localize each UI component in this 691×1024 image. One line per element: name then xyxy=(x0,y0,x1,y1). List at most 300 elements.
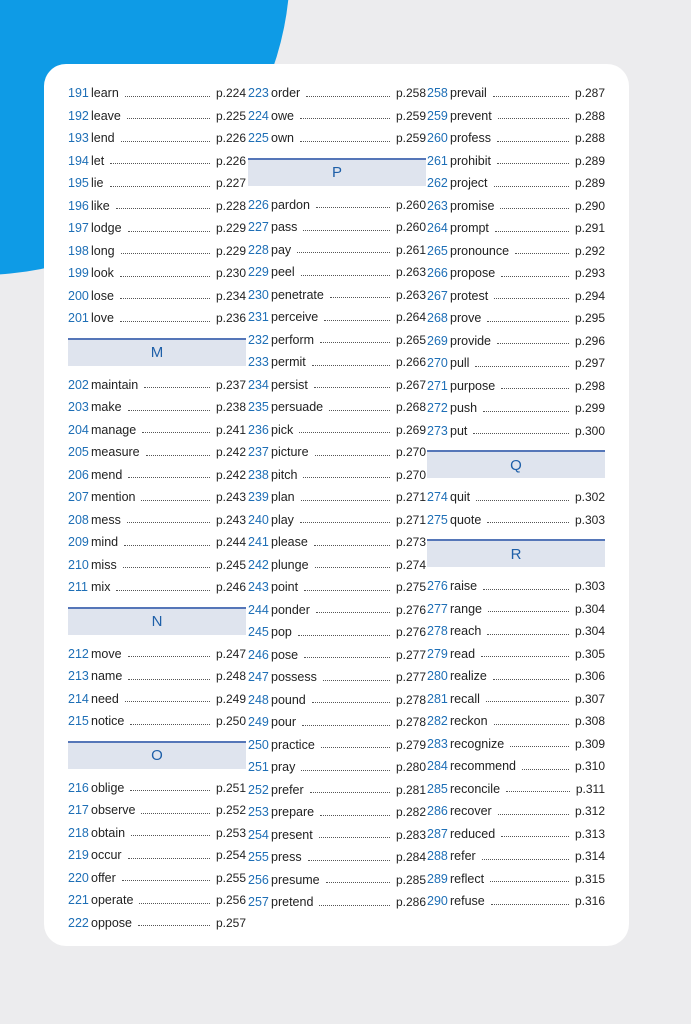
index-entry xyxy=(248,779,426,802)
dot-leader xyxy=(120,298,210,299)
entry-page: p.310 xyxy=(574,759,605,774)
entry-word: persuade xyxy=(271,400,324,415)
entry-number: 281 xyxy=(427,691,448,706)
entry-page: p.265 xyxy=(395,332,426,347)
entry-number: 229 xyxy=(248,265,269,280)
index-entry xyxy=(248,396,426,419)
entry-page: p.264 xyxy=(395,310,426,325)
entry-number: 243 xyxy=(248,580,269,595)
entry-word: reflect xyxy=(450,871,485,886)
entry-page: p.276 xyxy=(395,602,426,617)
entry-page: p.304 xyxy=(574,601,605,616)
entry-word: prove xyxy=(450,311,482,326)
dot-leader xyxy=(110,186,210,187)
dot-leader xyxy=(301,500,390,501)
section-letter: R xyxy=(427,539,605,567)
entry-number: 273 xyxy=(427,423,448,438)
entry-page: p.229 xyxy=(215,221,246,236)
dot-leader xyxy=(312,365,390,366)
entry-number: 276 xyxy=(427,579,448,594)
index-entry xyxy=(248,194,426,217)
index-entry xyxy=(427,127,605,150)
entry-page: p.306 xyxy=(574,669,605,684)
dot-leader xyxy=(116,208,210,209)
dot-leader xyxy=(490,881,569,882)
dot-leader xyxy=(304,657,390,658)
entry-number: 228 xyxy=(248,242,269,257)
dot-leader xyxy=(501,836,569,837)
entry-number: 205 xyxy=(68,445,89,460)
index-entry xyxy=(68,844,246,867)
entry-number: 251 xyxy=(248,760,269,775)
entry-number: 231 xyxy=(248,310,269,325)
entry-page: p.224 xyxy=(215,86,246,101)
section-letter: Q xyxy=(427,450,605,478)
dot-leader xyxy=(481,656,569,657)
entry-page: p.248 xyxy=(215,669,246,684)
dot-leader xyxy=(487,634,569,635)
entry-number: 223 xyxy=(248,86,269,101)
section-header xyxy=(427,531,605,575)
entry-number: 211 xyxy=(68,580,88,595)
dot-leader xyxy=(319,905,390,906)
dot-leader xyxy=(127,522,210,523)
entry-page: p.283 xyxy=(395,827,426,842)
entry-page: p.229 xyxy=(215,243,246,258)
index-entry xyxy=(427,172,605,195)
dot-leader xyxy=(303,230,390,231)
index-entry xyxy=(68,195,246,218)
entry-page: p.274 xyxy=(395,557,426,572)
entry-word: pray xyxy=(271,760,296,775)
entry-page: p.277 xyxy=(395,647,426,662)
index-entry xyxy=(427,420,605,443)
index-entry xyxy=(427,575,605,598)
dot-leader xyxy=(306,96,390,97)
entry-word: recall xyxy=(450,691,480,706)
entry-word: obtain xyxy=(91,825,126,840)
index-entry xyxy=(68,799,246,822)
dot-leader xyxy=(482,859,569,860)
entry-page: p.275 xyxy=(395,580,426,595)
entry-word: plan xyxy=(271,490,295,505)
dot-leader xyxy=(130,790,210,791)
dot-leader xyxy=(302,725,390,726)
dot-leader xyxy=(122,880,210,881)
entry-word: recognize xyxy=(450,736,505,751)
dot-leader xyxy=(130,724,210,725)
dot-leader xyxy=(312,702,390,703)
dot-leader xyxy=(125,701,210,702)
index-entry xyxy=(427,755,605,778)
entry-page: p.279 xyxy=(395,737,426,752)
entry-page: p.245 xyxy=(215,557,246,572)
dot-leader xyxy=(128,231,210,232)
entry-page: p.289 xyxy=(574,153,605,168)
entry-page: p.238 xyxy=(215,400,246,415)
index-entry xyxy=(68,912,246,935)
entry-word: pass xyxy=(271,220,298,235)
dot-leader xyxy=(330,297,390,298)
dot-leader xyxy=(488,611,569,612)
entry-page: p.278 xyxy=(395,715,426,730)
entry-word: pop xyxy=(271,625,292,640)
index-entry xyxy=(68,285,246,308)
entry-number: 267 xyxy=(427,288,448,303)
entry-word: pay xyxy=(271,242,292,257)
entry-number: 193 xyxy=(68,131,89,146)
dot-leader xyxy=(142,432,210,433)
index-entry xyxy=(248,329,426,352)
entry-page: p.284 xyxy=(395,850,426,865)
entry-word: lose xyxy=(91,288,114,303)
entry-number: 268 xyxy=(427,311,448,326)
entry-page: p.280 xyxy=(395,760,426,775)
section-header xyxy=(68,599,246,643)
entry-word: peel xyxy=(271,265,295,280)
entry-word: refuse xyxy=(450,894,485,909)
entry-page: p.247 xyxy=(215,646,246,661)
entry-word: raise xyxy=(450,579,478,594)
index-entry xyxy=(427,285,605,308)
index-entry xyxy=(427,620,605,643)
index-entry xyxy=(248,82,426,105)
entry-word: love xyxy=(91,311,114,326)
index-entry xyxy=(68,688,246,711)
dot-leader xyxy=(298,635,390,636)
entry-word: prevail xyxy=(450,86,487,101)
index-entry xyxy=(427,823,605,846)
index-entry xyxy=(427,598,605,621)
index-entry xyxy=(427,643,605,666)
entry-number: 232 xyxy=(248,332,269,347)
entry-word: prevent xyxy=(450,108,492,123)
entry-page: p.307 xyxy=(574,691,605,706)
index-entry xyxy=(427,733,605,756)
dot-leader xyxy=(123,567,210,568)
entry-page: p.269 xyxy=(395,422,426,437)
entry-page: p.255 xyxy=(215,870,246,885)
dot-leader xyxy=(522,769,569,770)
entry-page: p.309 xyxy=(574,736,605,751)
dot-leader xyxy=(494,298,569,299)
entry-word: propose xyxy=(450,266,496,281)
entry-page: p.297 xyxy=(574,356,605,371)
entry-page: p.237 xyxy=(215,377,246,392)
entry-number: 202 xyxy=(68,377,89,392)
entry-number: 200 xyxy=(68,288,89,303)
dot-leader xyxy=(314,387,390,388)
dot-leader xyxy=(510,746,569,747)
index-entry xyxy=(248,216,426,239)
dot-leader xyxy=(321,747,390,748)
dot-leader xyxy=(487,321,569,322)
index-entry xyxy=(248,284,426,307)
entry-page: p.285 xyxy=(395,872,426,887)
entry-number: 214 xyxy=(68,691,89,706)
entry-number: 196 xyxy=(68,198,89,213)
index-entry xyxy=(68,127,246,150)
entry-number: 249 xyxy=(248,715,269,730)
index-entry xyxy=(427,82,605,105)
entry-number: 226 xyxy=(248,197,269,212)
entry-word: protest xyxy=(450,288,489,303)
entry-page: p.250 xyxy=(215,714,246,729)
entry-word: reach xyxy=(450,624,482,639)
entry-number: 212 xyxy=(68,646,89,661)
index-entry xyxy=(427,330,605,353)
entry-word: mend xyxy=(91,467,123,482)
entry-word: perceive xyxy=(271,310,319,325)
entry-page: p.246 xyxy=(215,580,246,595)
entry-number: 215 xyxy=(68,714,89,729)
entry-word: plunge xyxy=(271,557,309,572)
dot-leader xyxy=(491,904,569,905)
entry-number: 222 xyxy=(68,915,89,930)
entry-page: p.266 xyxy=(395,355,426,370)
entry-page: p.260 xyxy=(395,197,426,212)
section-header xyxy=(68,330,246,374)
entry-word: owe xyxy=(271,108,294,123)
dot-leader xyxy=(494,724,569,725)
index-entry xyxy=(427,486,605,509)
entry-page: p.226 xyxy=(215,131,246,146)
dot-leader xyxy=(300,141,390,142)
entry-page: p.252 xyxy=(215,803,246,818)
dot-leader xyxy=(310,792,390,793)
entry-word: lend xyxy=(91,131,115,146)
entry-word: persist xyxy=(271,377,308,392)
index-entry xyxy=(248,531,426,554)
entry-number: 235 xyxy=(248,400,269,415)
section-header xyxy=(248,150,426,194)
entry-number: 237 xyxy=(248,445,269,460)
index-entry xyxy=(248,734,426,757)
index-entry xyxy=(427,868,605,891)
index-entry xyxy=(248,891,426,914)
entry-page: p.263 xyxy=(395,265,426,280)
index-column-1 xyxy=(68,82,246,934)
index-entry xyxy=(248,306,426,329)
entry-number: 216 xyxy=(68,780,89,795)
entry-page: p.302 xyxy=(574,490,605,505)
index-entry xyxy=(68,777,246,800)
entry-number: 287 xyxy=(427,826,448,841)
entry-word: purpose xyxy=(450,378,496,393)
entry-word: order xyxy=(271,86,301,101)
entry-number: 272 xyxy=(427,401,448,416)
entry-word: prepare xyxy=(271,805,315,820)
index-entry xyxy=(248,711,426,734)
entry-number: 263 xyxy=(427,198,448,213)
index-entry xyxy=(68,531,246,554)
entry-word: pardon xyxy=(271,197,310,212)
index-entry xyxy=(427,800,605,823)
dot-leader xyxy=(315,455,390,456)
entry-word: notice xyxy=(91,714,125,729)
entry-number: 241 xyxy=(248,535,269,550)
index-entry xyxy=(427,105,605,128)
entry-word: perform xyxy=(271,332,315,347)
entry-word: observe xyxy=(91,803,136,818)
dot-leader xyxy=(116,590,210,591)
index-entry xyxy=(248,824,426,847)
index-entry xyxy=(68,105,246,128)
entry-word: mention xyxy=(91,490,136,505)
entry-number: 255 xyxy=(248,850,269,865)
dot-leader xyxy=(314,545,390,546)
index-entry xyxy=(68,374,246,397)
entry-word: possess xyxy=(271,670,317,685)
entry-page: p.261 xyxy=(395,242,426,257)
entry-number: 230 xyxy=(248,287,269,302)
entry-word: offer xyxy=(91,870,116,885)
entry-word: oblige xyxy=(91,780,125,795)
entry-page: p.243 xyxy=(215,490,246,505)
entry-word: make xyxy=(91,400,122,415)
entry-number: 256 xyxy=(248,872,269,887)
dot-leader xyxy=(319,837,390,838)
entry-number: 238 xyxy=(248,467,269,482)
entry-word: pose xyxy=(271,647,299,662)
index-entry xyxy=(248,644,426,667)
dot-leader xyxy=(304,590,390,591)
entry-page: p.228 xyxy=(215,198,246,213)
dot-leader xyxy=(329,410,390,411)
index-entry xyxy=(248,621,426,644)
entry-word: play xyxy=(271,512,294,527)
entry-number: 213 xyxy=(68,669,89,684)
dot-leader xyxy=(320,815,390,816)
entry-word: look xyxy=(91,266,114,281)
entry-page: p.263 xyxy=(395,287,426,302)
entry-number: 284 xyxy=(427,759,448,774)
entry-number: 233 xyxy=(248,355,269,370)
dot-leader xyxy=(475,366,569,367)
entry-number: 242 xyxy=(248,557,269,572)
dot-leader xyxy=(124,545,210,546)
entry-word: practice xyxy=(271,737,315,752)
index-card xyxy=(44,64,629,946)
index-entry xyxy=(248,846,426,869)
entry-word: learn xyxy=(91,86,119,101)
index-entry xyxy=(427,262,605,285)
dot-leader xyxy=(121,253,210,254)
dot-leader xyxy=(476,500,569,501)
entry-number: 236 xyxy=(248,422,269,437)
dot-leader xyxy=(300,118,390,119)
index-entry xyxy=(427,240,605,263)
entry-number: 259 xyxy=(427,108,448,123)
entry-number: 206 xyxy=(68,467,89,482)
entry-number: 227 xyxy=(248,220,269,235)
entry-number: 270 xyxy=(427,356,448,371)
entry-word: quote xyxy=(450,512,482,527)
index-entry xyxy=(68,822,246,845)
entry-word: prefer xyxy=(271,782,304,797)
entry-number: 197 xyxy=(68,221,89,236)
entry-word: operate xyxy=(91,893,134,908)
entry-number: 199 xyxy=(68,266,89,281)
entry-page: p.281 xyxy=(395,782,426,797)
index-column-3 xyxy=(427,82,605,913)
entry-number: 234 xyxy=(248,377,269,392)
index-entry xyxy=(427,352,605,375)
entry-number: 201 xyxy=(68,311,89,326)
index-entry xyxy=(248,869,426,892)
entry-number: 207 xyxy=(68,490,89,505)
entry-word: let xyxy=(91,153,105,168)
entry-page: p.242 xyxy=(215,445,246,460)
entry-word: recover xyxy=(450,804,492,819)
entry-number: 217 xyxy=(68,803,89,818)
entry-number: 220 xyxy=(68,870,89,885)
entry-word: lie xyxy=(91,176,104,191)
index-entry xyxy=(68,172,246,195)
index-entry xyxy=(68,889,246,912)
index-entry xyxy=(68,441,246,464)
index-entry xyxy=(427,375,605,398)
dot-leader xyxy=(506,791,570,792)
index-entry xyxy=(427,688,605,711)
section-letter: P xyxy=(248,158,426,186)
entry-word: presume xyxy=(271,872,320,887)
index-entry xyxy=(68,150,246,173)
dot-leader xyxy=(498,118,569,119)
entry-number: 278 xyxy=(427,624,448,639)
dot-leader xyxy=(497,163,569,164)
dot-leader xyxy=(315,567,390,568)
entry-page: p.249 xyxy=(215,691,246,706)
entry-word: prohibit xyxy=(450,153,491,168)
entry-page: p.277 xyxy=(395,670,426,685)
entry-number: 195 xyxy=(68,176,89,191)
entry-word: quit xyxy=(450,490,471,505)
dot-leader xyxy=(483,589,569,590)
dot-leader xyxy=(120,321,210,322)
entry-word: please xyxy=(271,535,308,550)
entry-number: 219 xyxy=(68,848,89,863)
entry-page: p.271 xyxy=(395,490,426,505)
index-entry xyxy=(68,710,246,733)
dot-leader xyxy=(326,882,390,883)
dot-leader xyxy=(131,835,210,836)
entry-page: p.278 xyxy=(395,692,426,707)
entry-number: 285 xyxy=(427,781,448,796)
index-entry xyxy=(427,890,605,913)
entry-number: 269 xyxy=(427,333,448,348)
index-entry xyxy=(248,576,426,599)
entry-number: 257 xyxy=(248,895,269,910)
entry-page: p.286 xyxy=(395,895,426,910)
entry-number: 191 xyxy=(68,86,89,101)
dot-leader xyxy=(141,813,209,814)
dot-leader xyxy=(110,163,210,164)
entry-number: 252 xyxy=(248,782,269,797)
entry-word: pronounce xyxy=(450,243,510,258)
index-entry xyxy=(248,554,426,577)
entry-page: p.295 xyxy=(574,311,605,326)
entry-word: like xyxy=(91,198,110,213)
index-entry xyxy=(68,867,246,890)
entry-page: p.300 xyxy=(574,423,605,438)
entry-number: 209 xyxy=(68,535,89,550)
index-entry xyxy=(68,240,246,263)
index-entry xyxy=(68,217,246,240)
entry-page: p.304 xyxy=(574,624,605,639)
dot-leader xyxy=(500,208,569,209)
entry-number: 275 xyxy=(427,512,448,527)
